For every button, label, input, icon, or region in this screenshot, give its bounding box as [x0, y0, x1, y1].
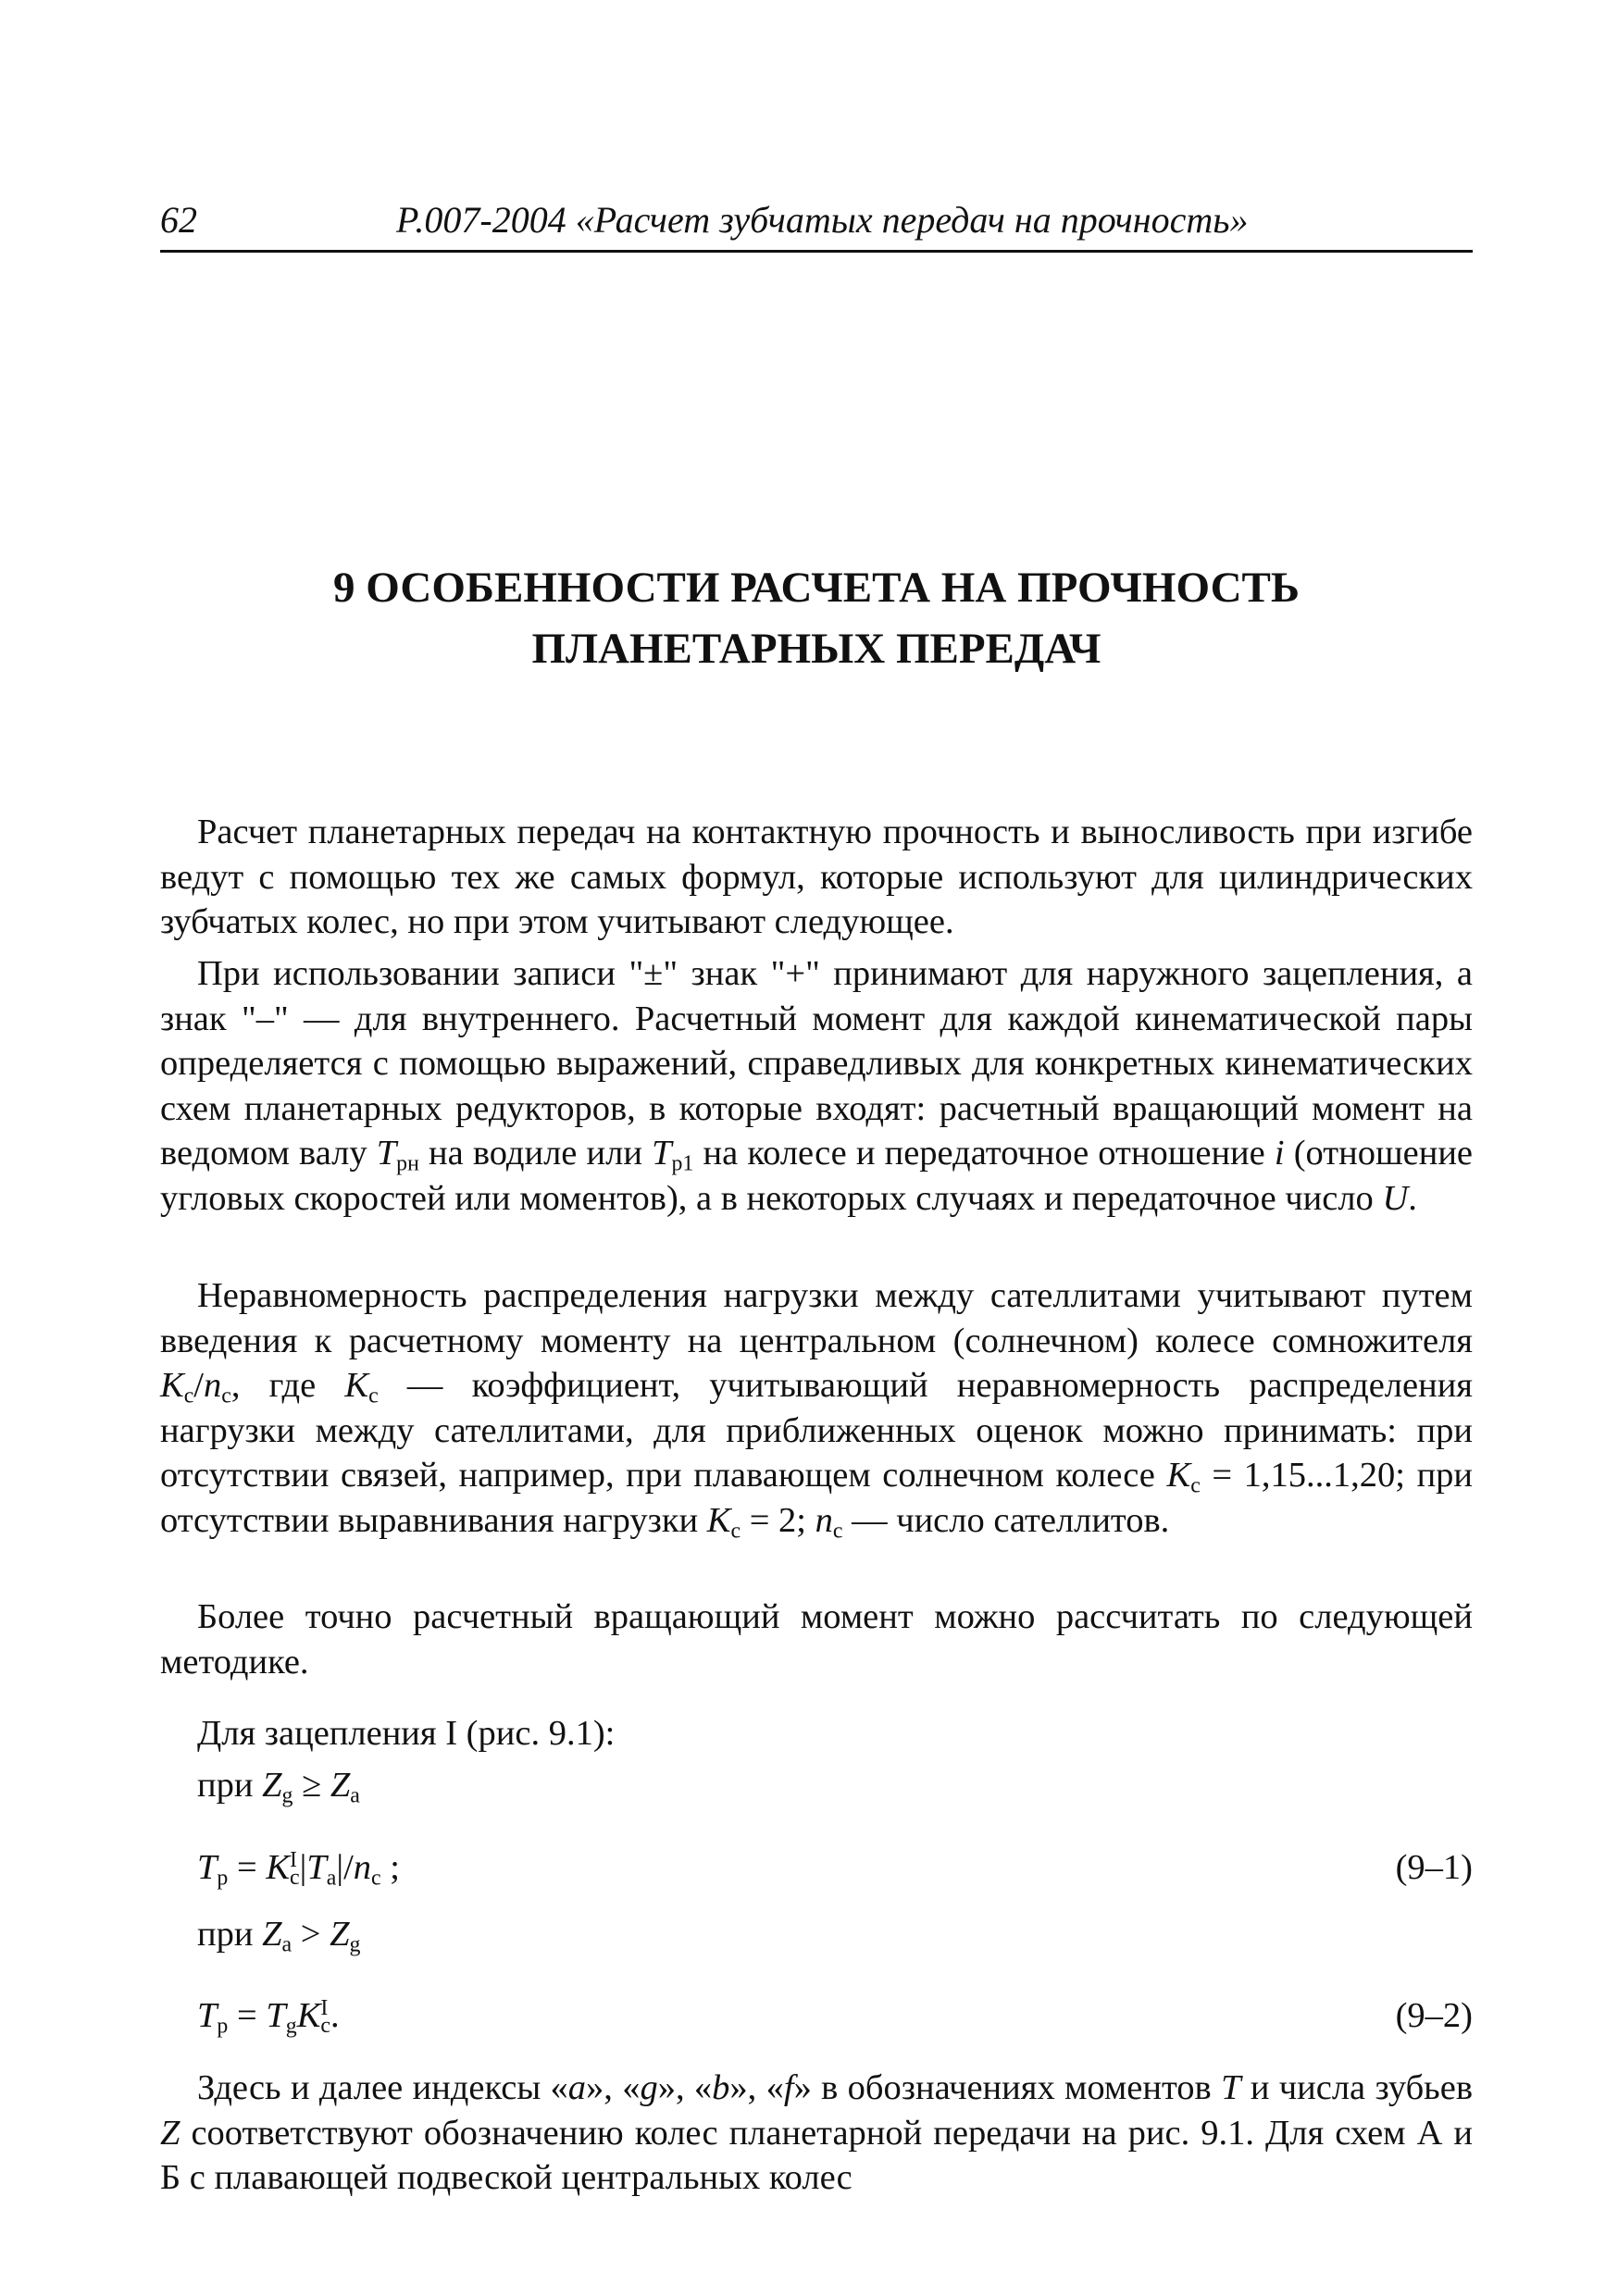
equation-number-9-1: (9–1) — [1395, 1848, 1473, 1887]
condition-1: при $Z_g \ge Z_a$ — [197, 1766, 360, 1808]
paragraph-5: Здесь и далее индексы «a», «g», «b», «f» в обозначениях моментов T и числа зубьев Z соответствуют обозначению колес планетарной передачи на рис. 9.1. Для схем А и Б с плавающей подвеской центральных колес — [160, 2068, 1473, 2197]
equation-9-1: $T_p = K$ I c $|T_a|/n_c$ ; — [197, 1847, 400, 1891]
page-number: 62 — [160, 199, 197, 241]
paragraph-1: Расчет планетарных передач на контактную прочность и выносливость при изгибе ведут с помощью тех же самых формул, которые используют для цилиндрических зубчатых колес, но при этом учитывают следующее. — [160, 813, 1473, 941]
chapter-title — [160, 557, 1473, 679]
paragraph-2: При использовании записи "±" знак "+" принимают для наружного зацепления, а знак "–" — для внутреннего. Расчетный момент для каждой кинематической пары определяется с помощью выражений, справедливых для конкретных кинематических схем планетарных редукторов, в которые входят: расчетный вращающий момент на ведомом валу $T_{рн}$ на водиле или $T_{р1}$ на колесе и передаточное отношение i (отношение угловых скоростей или моментов), а в некоторых случаях и передаточное число U. — [160, 954, 1474, 1218]
formula-intro: Для зацепления I (рис. 9.1): — [197, 1714, 616, 1753]
equation-9-2: $T_p = T_gK$ I c . — [197, 1995, 340, 2039]
equation-number-9-2: (9–2) — [1395, 1996, 1473, 2035]
paragraph-4: Более точно расчетный вращающий момент можно рассчитать по следующей методике. — [160, 1597, 1473, 1682]
condition-2: при $Z_a > Z_g$ — [197, 1915, 361, 1957]
running-title: Р.007-2004 «Расчет зубчатых передач на прочность» — [396, 199, 1249, 241]
chapter-title-line-1: 9 ОСОБЕННОСТИ РАСЧЕТА НА ПРОЧНОСТЬ — [333, 564, 1300, 612]
paragraph-3: Неравномерность распределения нагрузки между сателлитами учитывают путем введения к расчетному моменту на центральном (солнечном) колесе сомножителя $K_c/n_c$, где $K_c$ — коэффициент, учитывающий неравномерность распределения нагрузки между сателлитами, для приближенных оценок можно принимать: при отсутствии связей, например, при плавающем солнечном колесе $K_c = 1,15...1,20$; при отсутствии выравнивания нагрузки $K_c = 2$; $n_c$ — число сателлитов. — [160, 1276, 1474, 1544]
chapter-title-line-2: ПЛАНЕТАРНЫХ ПЕРЕДАЧ — [531, 625, 1101, 673]
page-header — [160, 198, 1473, 253]
